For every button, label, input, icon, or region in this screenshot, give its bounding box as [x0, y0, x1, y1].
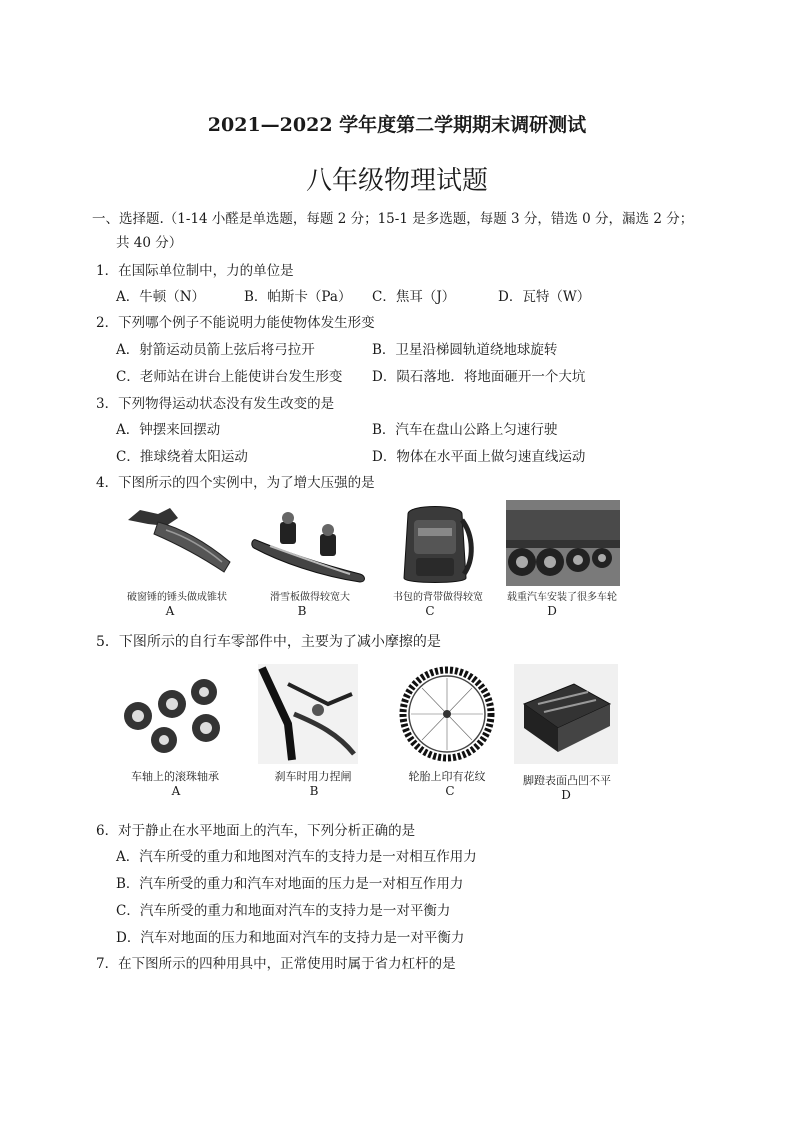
q4-caption-d: 载重汽车安装了很多车轮	[507, 592, 617, 603]
q4-letter-d: D	[547, 604, 557, 618]
q5-caption-a: 车轴上的滚珠轴承	[131, 770, 219, 783]
q4-letter-b: B	[297, 604, 307, 618]
question-2-option-d: D．陨石落地．将地面砸开一个大坑	[372, 369, 586, 385]
q5-figure-c-tire	[398, 664, 496, 764]
question-6-option-c: C．汽车所受的重力和地面对汽车的支持力是一对平衡力	[116, 903, 451, 919]
question-1-option-c: C．焦耳（J）	[372, 289, 456, 305]
q4-figure-c-backpack	[392, 500, 478, 586]
question-2-stem: 2．下列哪个例子不能说明力能使物体发生形变	[96, 315, 375, 331]
q4-caption-b: 滑雪板做得较宽大	[270, 592, 350, 603]
q5-letter-b: B	[309, 784, 319, 798]
question-3-stem: 3．下列物得运动状态没有发生改变的是	[96, 396, 335, 412]
q4-figure-b-snowboard	[250, 500, 370, 586]
question-4-stem: 4．下图所示的四个实例中，为了增大压强的是	[96, 475, 375, 491]
question-1-option-b: B．帕斯卡（Pa）	[244, 289, 352, 305]
q4-figure-a-safety-hammer	[118, 500, 238, 586]
q4-figure-d-truck-wheels	[506, 500, 620, 586]
q5-letter-d: D	[561, 788, 571, 802]
section-instructions-line2: 共 40 分）	[116, 235, 183, 251]
q5-letter-a: A	[171, 784, 181, 798]
exam-title: 2021—2022 学年度第二学期期末调研测试	[207, 114, 587, 136]
q5-figure-b-brake-lever	[258, 664, 358, 764]
question-3-option-b: B．汽车在盘山公路上匀速行驶	[372, 422, 558, 438]
q4-caption-c: 书包的背带做得较宽	[393, 592, 483, 603]
q5-caption-d: 脚蹬表面凸凹不平	[523, 774, 611, 787]
question-3-option-c: C．推球绕着太阳运动	[116, 449, 248, 465]
q5-figure-a-ball-bearings	[118, 668, 228, 764]
q5-letter-c: C	[445, 784, 455, 798]
question-3-option-a: A．钟摆来回摆动	[116, 422, 221, 438]
question-5-stem: 5．下图所示的自行车零部件中，主要为了减小摩擦的是	[96, 634, 441, 650]
section-instructions-line1: 一、选择题.（1-14 小醛是单选题，每题 2 分；15-1 是多选题，每题 3 分，错选 0 分，漏选 2 分；	[92, 211, 694, 227]
question-6-option-d: D．汽车对地面的压力和地面对汽车的支持力是一对平衡力	[116, 930, 465, 946]
question-6-option-b: B．汽车所受的重力和汽车对地面的压力是一对相互作用力	[116, 876, 464, 892]
q4-letter-a: A	[165, 604, 175, 618]
question-1-option-d: D．瓦特（W）	[498, 289, 591, 305]
question-1-stem: 1．在国际单位制中，力的单位是	[96, 263, 294, 279]
question-2-option-a: A．射箭运动员箭上弦后将弓拉开	[116, 342, 315, 358]
question-2-option-c: C．老师站在讲台上能使讲台发生形变	[116, 369, 343, 385]
question-1-option-a: A．牛顿（N）	[116, 289, 206, 305]
question-6-stem: 6．对于静止在水平地面上的汽车，下列分析正确的是	[96, 823, 416, 839]
exam-subtitle: 八年级物理试题	[305, 166, 488, 196]
q4-letter-c: C	[425, 604, 435, 618]
q5-figure-d-pedal	[514, 664, 618, 764]
question-3-option-d: D．物体在水平面上做匀速直线运动	[372, 449, 586, 465]
question-2-option-b: B．卫星沿梯圆轨道绕地球旋转	[372, 342, 558, 358]
question-6-option-a: A．汽车所受的重力和地图对汽车的支持力是一对相互作用力	[116, 849, 477, 865]
q5-caption-c: 轮胎上印有花纹	[408, 770, 486, 783]
question-7-stem: 7．在下图所示的四种用具中，正常使用时属于省力杠杆的是	[96, 956, 456, 972]
q5-caption-b: 刹车时用力捏闸	[274, 770, 352, 783]
q4-caption-a: 破窗锤的锤头做成锥状	[127, 592, 227, 603]
